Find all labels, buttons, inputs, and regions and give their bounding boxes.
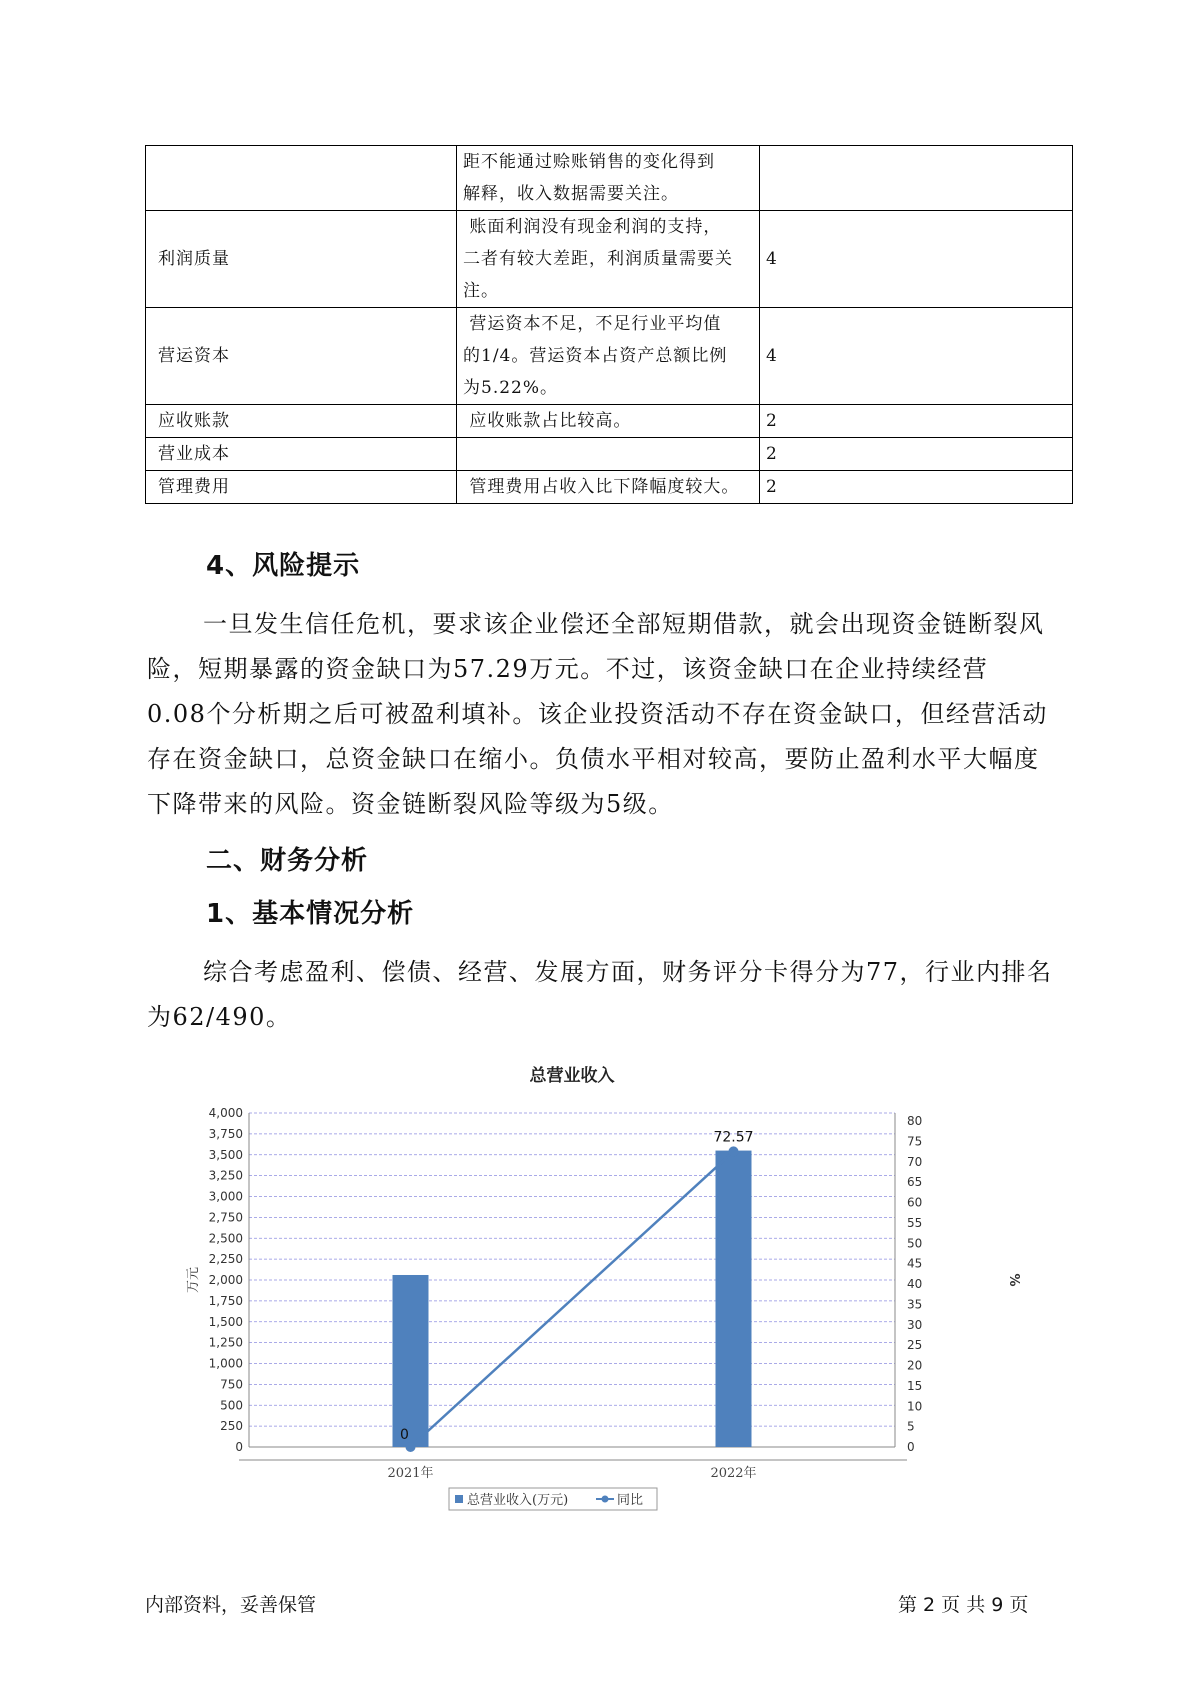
row-description bbox=[457, 211, 760, 308]
legend-line-label: 同比 bbox=[617, 1493, 644, 1508]
y-tick-label: 1,500 bbox=[208, 1314, 243, 1329]
row-item: 管理费用 bbox=[146, 471, 457, 504]
y2-tick-label: 15 bbox=[907, 1378, 923, 1393]
yoy-point bbox=[406, 1442, 416, 1452]
y-tick-label: 4,000 bbox=[208, 1106, 243, 1120]
row-score: 2 bbox=[760, 438, 1073, 471]
row-description bbox=[457, 405, 760, 438]
row-description bbox=[457, 146, 760, 211]
row-description bbox=[457, 471, 760, 504]
y2-tick-label: 40 bbox=[907, 1277, 923, 1292]
legend-line-marker bbox=[602, 1496, 609, 1503]
row-score: 2 bbox=[760, 471, 1073, 504]
row-item: 应收账款 bbox=[146, 405, 457, 438]
y-tick-label: 2,750 bbox=[208, 1210, 243, 1225]
y-tick-label: 2,000 bbox=[208, 1273, 243, 1287]
y2-axis-label: % bbox=[1006, 1273, 1021, 1287]
row-description bbox=[457, 308, 760, 405]
table-row bbox=[146, 146, 1073, 211]
revenue-chart bbox=[180, 1060, 1040, 1530]
risk-heading: 4、风险提示 bbox=[206, 551, 361, 581]
y-tick-label: 1,000 bbox=[208, 1356, 243, 1371]
legend-bar-swatch bbox=[455, 1495, 463, 1503]
y-tick-label: 2,500 bbox=[208, 1231, 243, 1246]
basic-analysis-paragraph bbox=[147, 950, 1055, 1040]
row-item bbox=[146, 146, 457, 211]
description-line: 解释，收入数据需要关注。 bbox=[463, 184, 679, 204]
row-item: 营运资本 bbox=[146, 308, 457, 405]
y2-tick-label: 55 bbox=[907, 1215, 923, 1230]
x-tick-label: 2022年 bbox=[710, 1466, 757, 1481]
y2-tick-label: 30 bbox=[907, 1317, 923, 1332]
y2-tick-label: 75 bbox=[907, 1134, 923, 1149]
y2-tick-label: 20 bbox=[907, 1358, 923, 1373]
x-tick-label: 2021年 bbox=[387, 1466, 434, 1481]
y-tick-label: 2,250 bbox=[208, 1252, 243, 1267]
y2-tick-label: 60 bbox=[907, 1195, 923, 1210]
y2-tick-label: 70 bbox=[907, 1154, 923, 1169]
analysis-table bbox=[145, 145, 1073, 504]
legend-bar-label: 总营业收入(万元) bbox=[467, 1493, 569, 1508]
y-tick-label: 3,000 bbox=[208, 1189, 243, 1204]
y-tick-label: 1,750 bbox=[208, 1293, 243, 1308]
row-score bbox=[760, 146, 1073, 211]
table-row bbox=[146, 405, 1073, 438]
footer-confidential: 内部资料，妥善保管 bbox=[145, 1594, 317, 1616]
y2-tick-label: 50 bbox=[907, 1236, 923, 1251]
table-row bbox=[146, 308, 1073, 405]
y-tick-label: 3,250 bbox=[208, 1168, 243, 1183]
description-line: 注。 bbox=[463, 281, 499, 301]
y-tick-label: 250 bbox=[220, 1419, 243, 1434]
description-line: 距不能通过赊账销售的变化得到 bbox=[463, 152, 715, 172]
description-line: 二者有较大差距，利润质量需要关 bbox=[463, 249, 733, 269]
y-tick-label: 3,500 bbox=[208, 1147, 243, 1162]
y2-tick-label: 0 bbox=[907, 1440, 915, 1454]
description-line: 为5.22%。 bbox=[463, 378, 559, 398]
y2-tick-label: 25 bbox=[907, 1338, 923, 1353]
y-tick-label: 750 bbox=[220, 1377, 243, 1392]
yoy-line bbox=[411, 1151, 734, 1447]
row-item: 利润质量 bbox=[146, 211, 457, 308]
y-tick-label: 3,750 bbox=[208, 1126, 243, 1141]
y2-tick-label: 80 bbox=[907, 1114, 923, 1129]
risk-paragraph-text: 一旦发生信任危机，要求该企业偿还全部短期借款，就会出现资金链断裂风险，短期暴露的资金缺口为57.29万元。不过，该资金缺口在企业持续经营 0.08个分析期之后可被盈利填补。该企业投资活动不存在资金缺口，但经营活动存在资金缺口，总资金缺口在缩小。负债水平相对较高，要防止盈利水平大幅度下降带来的风险。资金链断裂风险等级为5级。 bbox=[147, 610, 1048, 818]
description-line: 应收账款占比较高。 bbox=[463, 411, 632, 431]
y2-tick-label: 35 bbox=[907, 1297, 923, 1312]
basic-analysis-heading: 1、基本情况分析 bbox=[206, 899, 415, 929]
basic-analysis-text: 综合考虑盈利、偿债、经营、发展方面，财务评分卡得分为77，行业内排名为62/490。 bbox=[147, 958, 1053, 1031]
y2-tick-label: 65 bbox=[907, 1175, 923, 1190]
y2-tick-label: 10 bbox=[907, 1399, 923, 1414]
y-tick-label: 1,250 bbox=[208, 1335, 243, 1350]
description-line: 的1/4。营运资本占资产总额比例 bbox=[463, 346, 728, 366]
y-axis-label: 万元 bbox=[186, 1266, 201, 1294]
row-score: 2 bbox=[760, 405, 1073, 438]
table-row bbox=[146, 438, 1073, 471]
y2-tick-label: 45 bbox=[907, 1256, 923, 1271]
description-line: 营运资本不足，不足行业平均值 bbox=[463, 314, 722, 334]
risk-paragraph bbox=[147, 602, 1055, 827]
row-score: 4 bbox=[760, 211, 1073, 308]
finance-heading: 二、财务分析 bbox=[206, 846, 369, 876]
row-item: 营业成本 bbox=[146, 438, 457, 471]
y-tick-label: 500 bbox=[220, 1398, 243, 1413]
footer-page-number: 第 2 页 共 9 页 bbox=[898, 1594, 1029, 1616]
y-tick-label: 0 bbox=[235, 1440, 243, 1454]
y2-tick-label: 5 bbox=[907, 1419, 915, 1434]
bar bbox=[393, 1275, 429, 1447]
description-line: 账面利润没有现金利润的支持， bbox=[463, 217, 722, 237]
chart-title: 总营业收入 bbox=[529, 1066, 615, 1086]
data-label: 0 bbox=[400, 1427, 409, 1443]
row-description bbox=[457, 438, 760, 471]
row-score: 4 bbox=[760, 308, 1073, 405]
bar bbox=[716, 1151, 752, 1447]
yoy-point bbox=[729, 1146, 739, 1156]
data-label: 72.57 bbox=[713, 1129, 754, 1146]
table-row bbox=[146, 211, 1073, 308]
table-row bbox=[146, 471, 1073, 504]
description-line: 管理费用占收入比下降幅度较大。 bbox=[463, 477, 740, 497]
